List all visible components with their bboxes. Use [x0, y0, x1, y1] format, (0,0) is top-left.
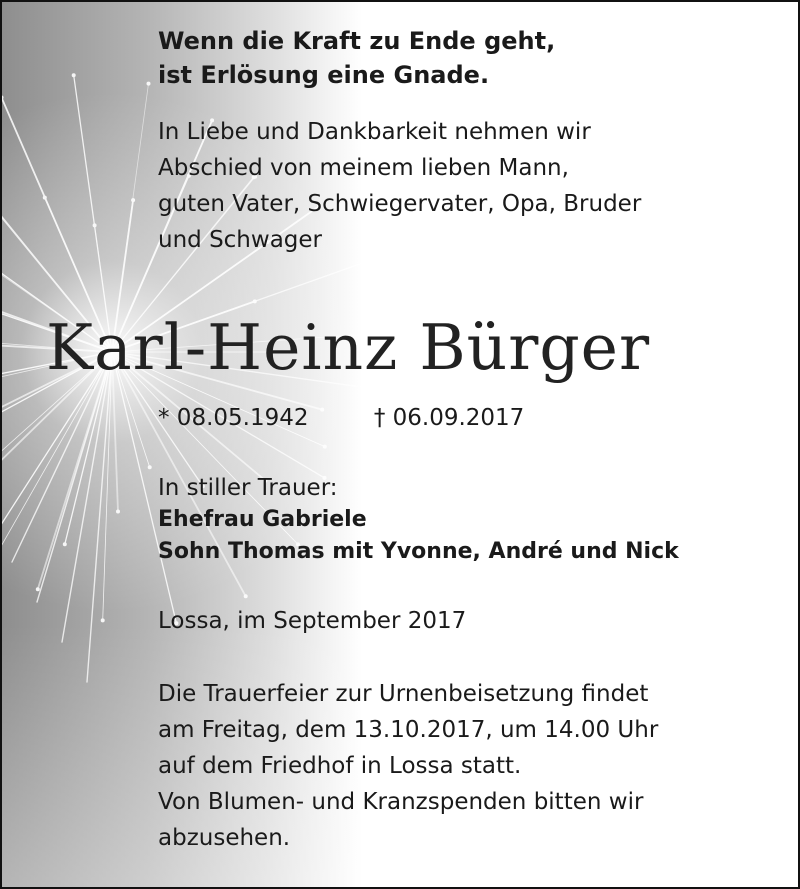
motto-line: Wenn die Kraft zu Ende geht, [158, 27, 556, 55]
seed-tip [36, 587, 40, 591]
notice-line: Die Trauerfeier zur Urnenbeisetzung findet [158, 681, 649, 707]
seed-tip [253, 299, 257, 303]
intro-line: Abschied von meinem lieben Mann, [158, 155, 569, 181]
header-block [158, 24, 788, 258]
seed-tip [101, 618, 105, 622]
seed-tip [244, 594, 248, 598]
mourner-line: Sohn Thomas mit Yvonne, André und Nick [158, 539, 679, 564]
intro-line: guten Vater, Schwiegervater, Opa, Bruder [158, 191, 642, 217]
mourners-block [158, 472, 679, 568]
mourner-line: Ehefrau Gabriele [158, 507, 367, 532]
place-date: Lossa, im September 2017 [158, 608, 467, 634]
intro-line: und Schwager [158, 227, 322, 253]
seed-tip [323, 445, 327, 449]
seed-tip [63, 542, 67, 546]
seed-tip [148, 465, 152, 469]
motto [158, 24, 788, 92]
birth-date: * 08.05.1942 [158, 405, 309, 431]
notice-line: auf dem Friedhof in Lossa statt. [158, 753, 522, 779]
funeral-notice [158, 676, 788, 856]
notice-line: am Freitag, dem 13.10.2017, um 14.00 Uhr [158, 717, 659, 743]
notice-line: abzusehen. [158, 825, 291, 851]
seed-tip [366, 259, 370, 263]
life-dates [158, 400, 524, 436]
intro-line: In Liebe und Dankbarkeit nehmen wir [158, 119, 591, 145]
notice-line: Von Blumen- und Kranzspenden bitten wir [158, 789, 644, 815]
seed-tip [72, 73, 76, 77]
death-date: † 06.09.2017 [373, 405, 525, 431]
seed-tip [116, 510, 120, 514]
motto-line: ist Erlösung eine Gnade. [158, 61, 490, 89]
seed-tip [147, 82, 151, 86]
mourners-heading: In stiller Trauer: [158, 475, 338, 501]
deceased-name: Karl-Heinz Bürger [46, 311, 651, 384]
intro-text [158, 114, 788, 258]
